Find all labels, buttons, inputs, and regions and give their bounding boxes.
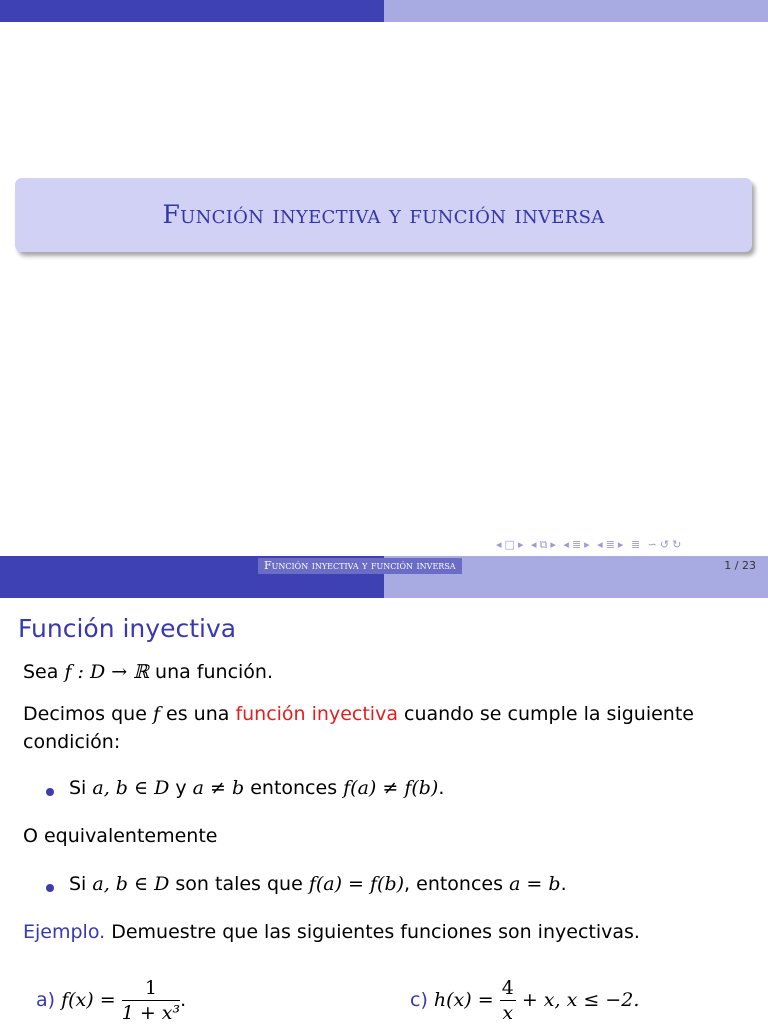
nav-prev-frame-icon[interactable]: ◂ [530,538,538,551]
nav-next-frame-icon[interactable]: ▸ [550,538,557,551]
condicion-line: condición: [23,731,121,753]
slide-2 [0,556,768,1024]
nav-back-icon[interactable]: ↺ [659,538,671,551]
example-label: Ejemplo. [23,921,106,943]
text: es una [160,703,236,725]
math: a, b ∈ D [92,777,170,799]
nav-section-icon[interactable]: ≣ [605,538,616,551]
text: . [560,873,567,895]
nav-prev-slide-icon[interactable]: ◂ [496,538,503,551]
text: entonces [244,777,344,799]
math: a, b ∈ D [92,873,170,895]
math-f: f [152,703,160,725]
nav-slide-icon[interactable]: □ [504,538,516,551]
math-lhs: h(x) = [433,989,494,1011]
math: f(a) ≠ f(b) [343,777,439,799]
fraction-denominator: 1 + x³ [121,1002,181,1024]
fraction-numerator: 1 [122,976,180,1001]
text: cuando se cumple la siguiente [397,703,694,725]
nav-subsection-icon[interactable]: ≣ [571,538,583,551]
text: Si [69,777,93,799]
title-box [15,178,752,252]
header-bar-left [0,0,384,22]
slide-title: Función inyectiva y función inversa [162,200,605,229]
example-line [23,918,640,946]
bullet-icon [46,788,54,796]
nav-prev-subsection-icon[interactable]: ◂ [563,538,570,551]
text: y [169,777,193,799]
page-number: 1 / 23 [724,559,756,572]
nav-forward-icon[interactable]: ↻ [672,538,683,551]
decimos-line [23,700,694,728]
text: Si [69,873,93,895]
text: . [180,989,187,1011]
nav-frame-icon[interactable]: ⧉ [539,538,549,551]
text: son tales que [169,873,309,895]
exercise-a [36,976,186,1024]
definition-line [23,658,273,686]
exercise-c [410,976,639,1024]
math-lhs: f(x) = [61,989,116,1011]
fraction [500,976,516,1024]
item-label-c: c) [410,989,428,1011]
math: a ≠ b [192,777,245,799]
math-function-signature: f : D → ℝ [64,661,149,683]
text: Decimos que [23,703,153,725]
fraction [122,976,180,1024]
header-bar-right [384,0,768,22]
text: . [438,777,445,799]
nav-next-slide-icon[interactable]: ▸ [517,538,525,551]
nav-document-icon[interactable]: ≣ [630,538,642,551]
slide-2-content [0,598,768,1024]
frame-title: Función inyectiva [18,614,237,643]
item-label-a: a) [36,989,56,1011]
math-tail: + x, x ≤ −2. [521,989,640,1011]
fraction-denominator: x [502,1002,514,1024]
nav-search-icon[interactable]: ∽ [647,538,658,551]
beamer-navigation [496,538,684,552]
nav-next-subsection-icon[interactable]: ▸ [584,538,591,551]
bullet-1 [69,774,444,802]
footer-title: Función inyectiva y función inversa [258,558,462,574]
text: , entonces [404,873,510,895]
math: f(a) = f(b) [308,873,405,895]
math: a = b [509,873,561,895]
bullet-2 [69,870,567,898]
fraction-numerator: 4 [501,977,514,999]
text-una-funcion: una función. [148,661,273,683]
equivalent-line: O equivalentemente [23,825,218,847]
nav-prev-section-icon[interactable]: ◂ [597,538,604,551]
highlight-term: función inyectiva [235,703,398,725]
nav-next-section-icon[interactable]: ▸ [617,538,625,551]
text-sea: Sea [23,661,65,683]
bullet-icon [46,884,54,892]
example-text: Demuestre que las siguientes funciones son inyectivas. [105,921,640,943]
